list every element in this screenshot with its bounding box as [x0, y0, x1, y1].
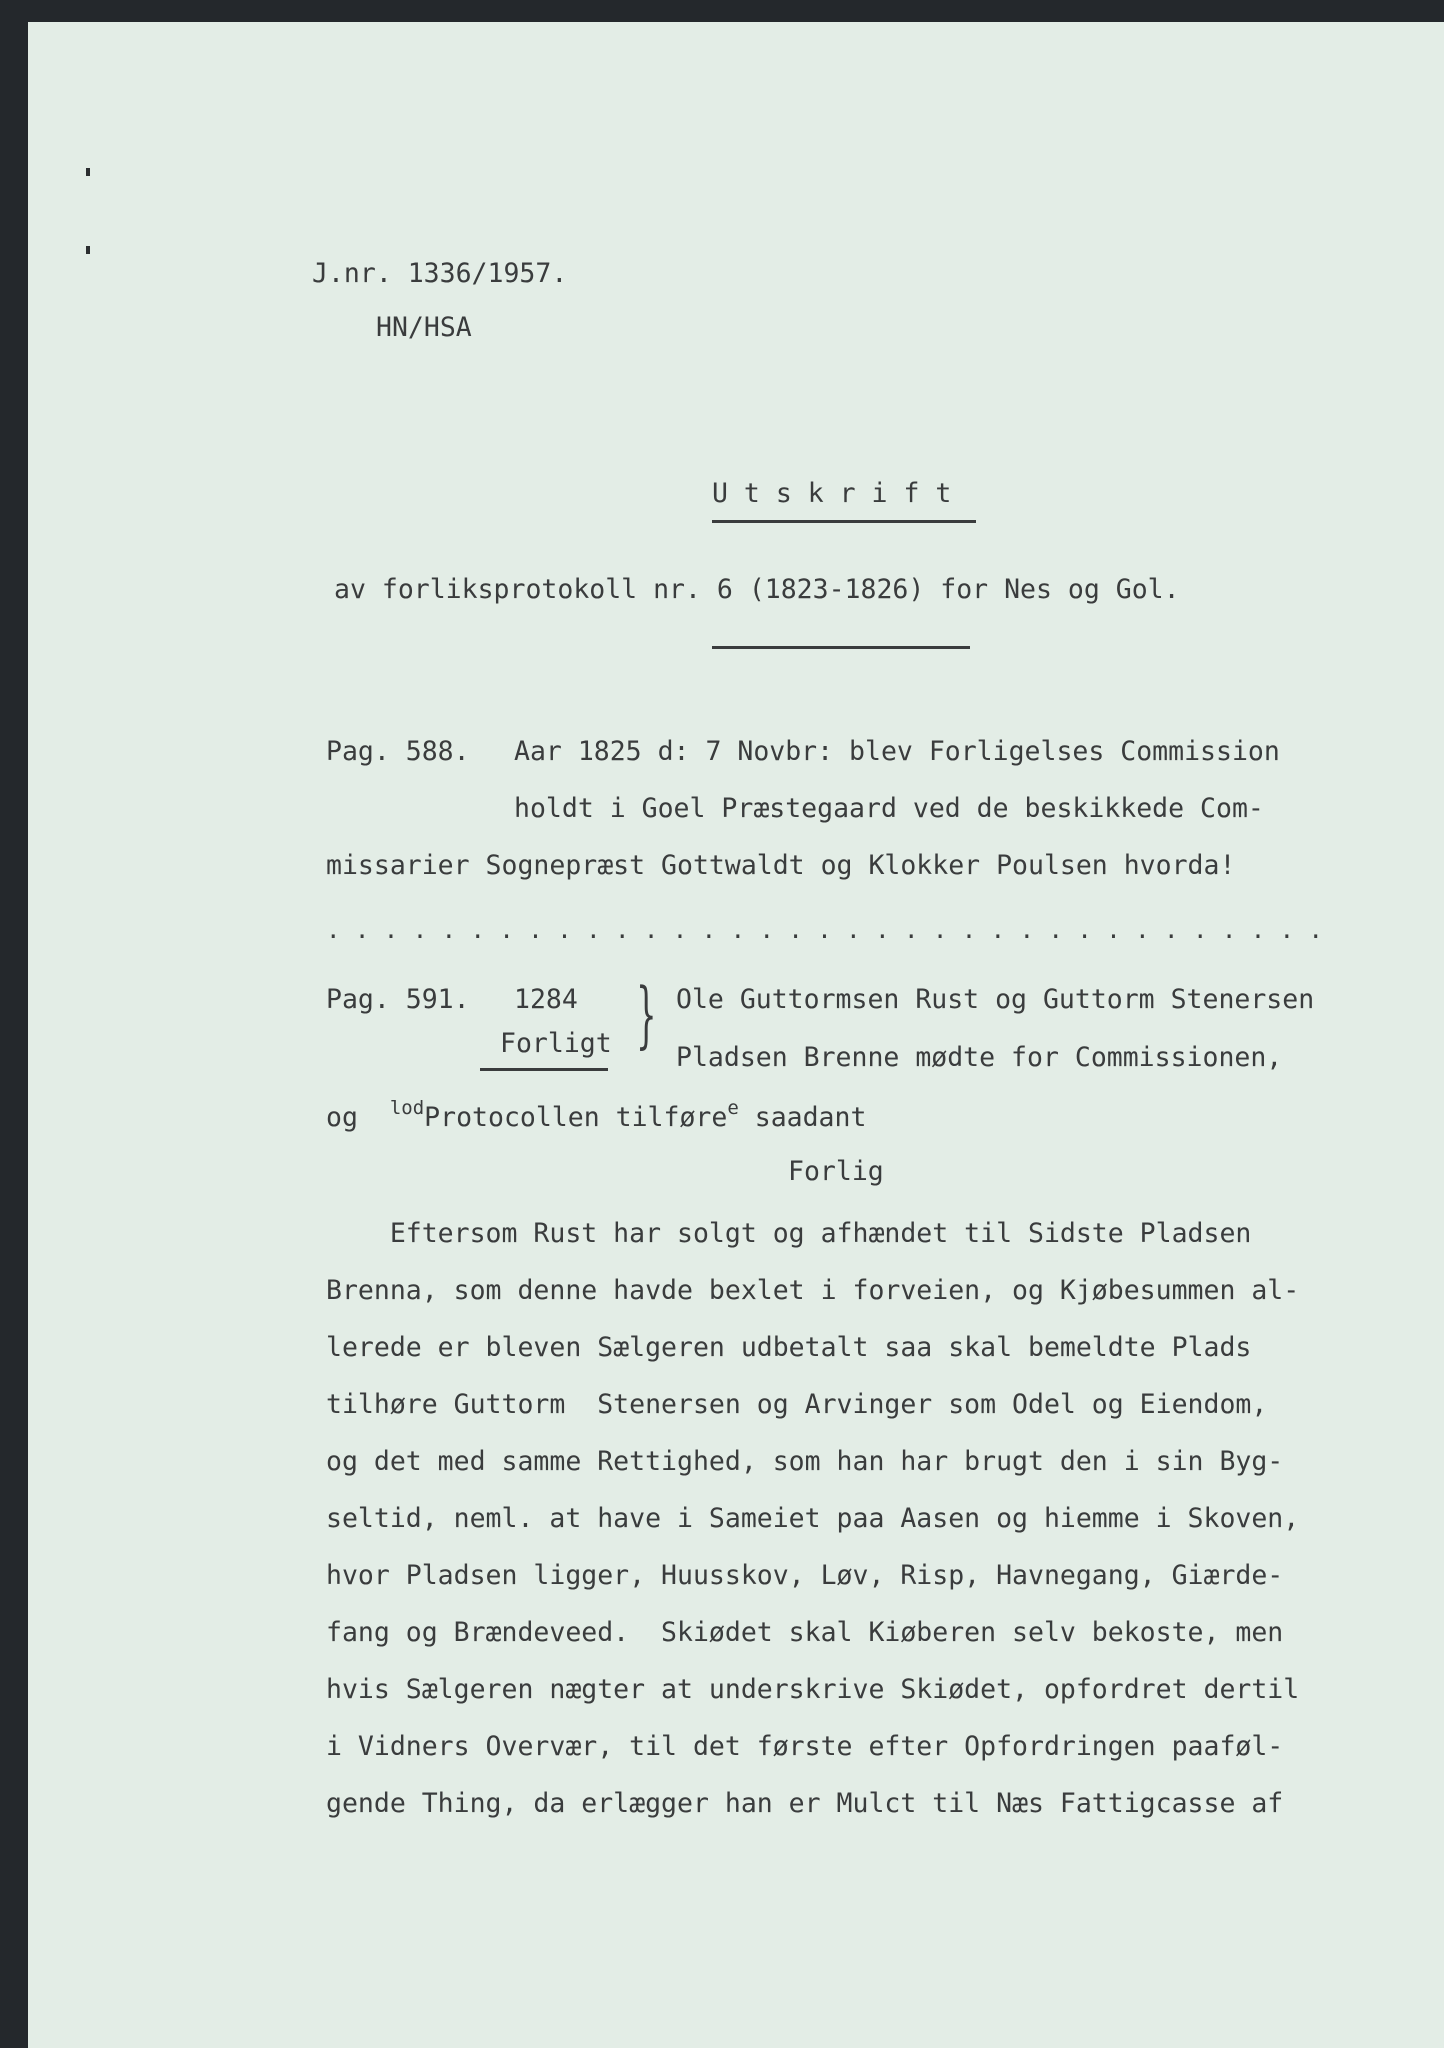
body-line: Eftersom Rust har solgt og afhændet til Sidste Pladsen — [326, 1218, 1252, 1249]
entry-word: og — [326, 1102, 358, 1133]
punch-hole-mark — [86, 168, 90, 176]
document-page — [28, 22, 1444, 2048]
entry-text-line — [326, 1097, 867, 1136]
body-line: tilhøre Guttorm Stenersen og Arvinger som Odel og Eiendom, — [326, 1389, 1268, 1420]
dotted-separator: . . . . . . . . . . . . . . . . . . . . . . . . . . . . . . . . . . . — [326, 916, 1323, 944]
case-number: 1284 — [514, 984, 578, 1015]
body-line: lerede er bleven Sælgeren udbetalt saa skal bemeldte Plads — [326, 1332, 1252, 1363]
body-line: hvor Pladsen ligger, Huusskov, Løv, Risp, Havnegang, Giærde- — [326, 1560, 1284, 1591]
body-line: seltid, neml. at have i Sameiet paa Aasen og hiemme i Skoven, — [326, 1503, 1300, 1534]
page-reference: Pag. 591. — [326, 984, 470, 1015]
section-heading: Forlig — [788, 1156, 884, 1187]
status-underline — [480, 1068, 608, 1071]
body-line: Brenna, som denne havde bexlet i forveien, og Kjøbesummen al- — [326, 1275, 1300, 1306]
body-line: hvis Sælgeren nægter at underskrive Skiødet, opfordret dertil — [326, 1674, 1300, 1705]
body-line: fang og Brændeveed. Skiødet skal Kiøberen selv bekoste, men — [326, 1617, 1284, 1648]
punch-hole-mark — [86, 246, 90, 254]
entry-word: Protocollen tilføre — [424, 1102, 728, 1133]
entry-text-line: missarier Sognepræst Gottwaldt og Klokker Poulsen hvorda! — [326, 850, 1236, 881]
entry-text-line: Pladsen Brenne mødte for Commissionen, — [676, 1042, 1283, 1073]
entry-text-line: Ole Guttormsen Rust og Guttorm Stenersen — [676, 984, 1315, 1015]
body-line: i Vidners Overvær, til det første efter Opfordringen paaføl- — [326, 1731, 1284, 1762]
body-line: gende Thing, da erlægger han er Mulct til Næs Fattigcasse af — [326, 1788, 1284, 1819]
superscript-insertion: lod — [389, 1097, 425, 1119]
brace-mark: } — [636, 972, 657, 1056]
document-subtitle: av forliksprotokoll nr. 6 (1823-1826) for Nes og Gol. — [334, 574, 1180, 605]
entry-text-line: holdt i Goel Præstegaard ved de beskikkede Com- — [514, 793, 1264, 824]
title-underline — [712, 520, 976, 523]
body-line: og det med samme Rettighed, som han har brugt den i sin Byg- — [326, 1446, 1284, 1477]
initials: HN/HSA — [376, 312, 472, 343]
journal-number: J.nr. 1336/1957. — [312, 258, 568, 289]
subtitle-rule — [712, 646, 970, 649]
case-status: Forligt — [500, 1028, 612, 1059]
superscript-insertion: e — [727, 1097, 739, 1119]
entry-word: saadant — [754, 1102, 867, 1133]
document-title: U t s k r i f t — [712, 478, 952, 509]
entry-text-line: Aar 1825 d: 7 Novbr: blev Forligelses Commission — [514, 736, 1280, 767]
page-reference: Pag. 588. — [326, 736, 470, 767]
